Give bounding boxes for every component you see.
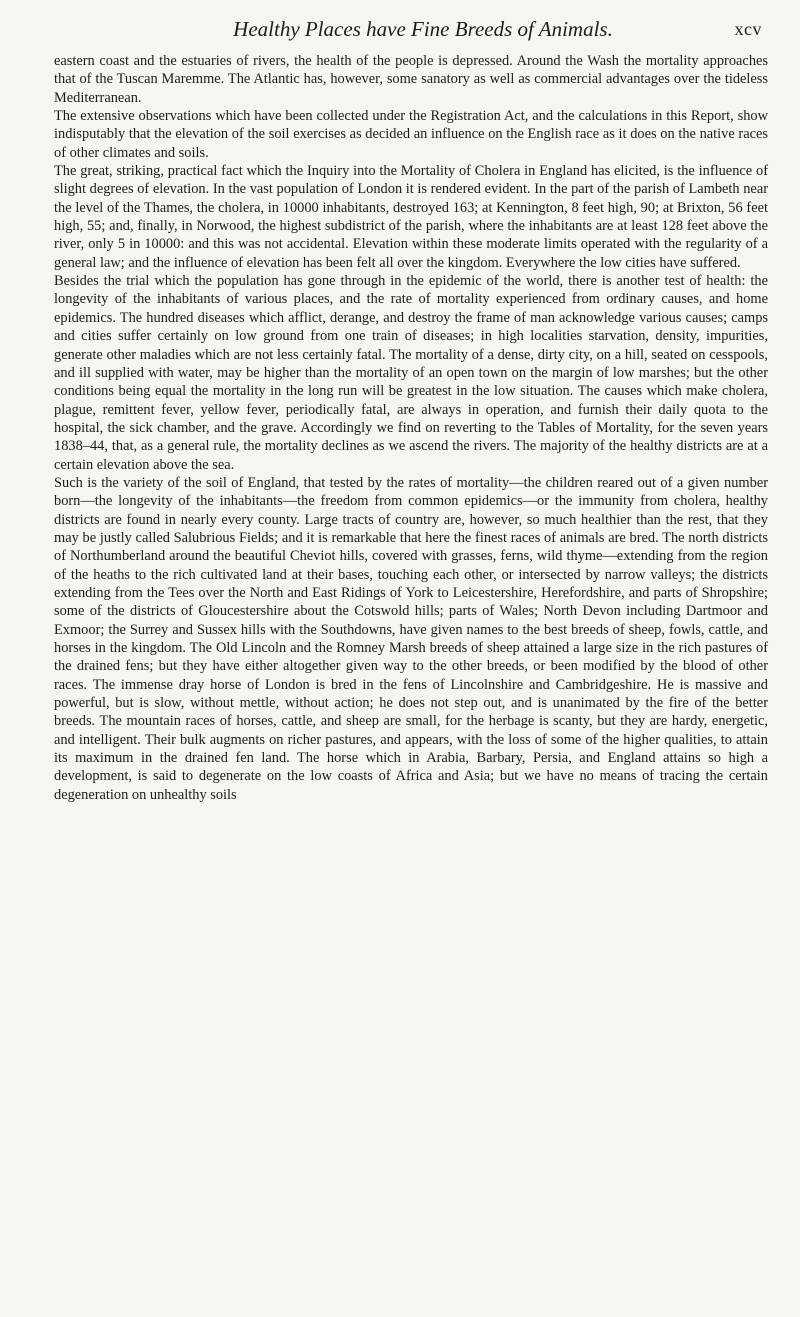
paragraph-5: Such is the variety of the soil of England, that tested by the rates of mortality—the children reared out of a given number born—the longevity of the inhabitants—the freedom from common epidemics—or the immunity from cholera, healthy districts are found in nearly every county. Large tracts of country are, however, so much healthier than the rest, that they may be justly called Salubrious Fields; and it is remarkable that here the finest races of animals are bred. The north districts of Northumberland around the beautiful Cheviot hills, covered with grasses, ferns, wild thyme—extending from the region of the heaths to the rich cultivated land at their bases, touching each other, or intersected by narrow valleys; the districts extending from the Tees over the North and East Ridings of York to Leicestershire, Herefordshire, and parts of Shropshire; some of the districts of Gloucestershire about the Cotswold hills; parts of Wales; North Devon including Dartmoor and Exmoor; the Surrey and Sussex hills with the Southdowns, have given names to the best breeds of sheep, fowls, cattle, and horses in the kingdom. The Old Lincoln and the Romney Marsh breeds of sheep attained a large size in the rich pastures of the drained fens; but they have either altogether given way to the other breeds, or been modified by the blood of other races. The immense dray horse of London is bred in the fens of Lincolnshire and Cambridgeshire. He is massive and powerful, but is slow, without mettle, without action; he does not step out, and is unanimated by the fire of the better breeds. The mountain races of horses, cattle, and sheep are small, for the herbage is scanty, but they are hardy, energetic, and intelligent. Their bulk augments on richer pastures, and appears, with the loss of some of the higher qualities, to attain its maximum in the drained fen land. The horse which in Arabia, Barbary, Persia, and England attains so high a development, is said to degenerate on the low coasts of Africa and Asia; but we have no means of tracing the certain degeneration on unhealthy soils bbox=[54, 474, 768, 803]
paragraph-2: The extensive observations which have been collected under the Registration Act, and the calculations in this Report, show indisputably that the elevation of the soil exercises as decided an influence on the English race as it does on the native races of other climates and soils. bbox=[54, 108, 768, 161]
body-text bbox=[54, 52, 768, 804]
paragraph-3: The great, striking, practical fact which the Inquiry into the Mortality of Cholera in England has elicited, is the influence of slight degrees of elevation. In the vast population of London it is rendered evident. In the part of the parish of Lambeth near the level of the Thames, the cholera, in 10000 inhabitants, destroyed 163; at Kennington, 8 feet high, 90; at Brixton, 56 feet high, 55; and, finally, in Norwood, the highest subdistrict of the parish, where the inhabitants are at least 128 feet above the river, only 5 in 10000: and this was not accidental. Elevation within these moderate limits operated with the regularity of a general law; and the influence of elevation has been felt all over the kingdom. Everywhere the low cities have suffered. bbox=[54, 163, 768, 271]
paragraph-4: Besides the trial which the population has gone through in the epidemic of the world, there is another test of health: the longevity of the inhabitants of various places, and the rate of mortality experienced from ordinary causes, and home epidemics. The hundred diseases which afflict, derange, and destroy the frame of man acknowledge various causes; camps and cities suffer certainly on low ground from one train of diseases; in high localities starvation, density, impurities, generate other maladies which are not less certainly fatal. The mortality of a dense, dirty city, on a hill, seated on cesspools, and ill supplied with water, may be higher than the mortality of an open town on the margin of low marshes; but the other conditions being equal the mortality in the long run will be greatest in the low situation. The causes which make cholera, plague, remittent fever, yellow fever, periodically fatal, are always in operation, and furnish their daily quota to the hospital, the sick chamber, and the grave. Accordingly we find on reverting to the Tables of Mortality, for the seven years 1838–44, that, as a general rule, the mortality declines as we ascend the rivers. The majority of the healthy districts are at a certain elevation above the sea. bbox=[54, 273, 768, 473]
page-number: xcv bbox=[734, 19, 762, 39]
running-title: Healthy Places have Fine Breeds of Animals. bbox=[233, 17, 613, 41]
paragraph-1: eastern coast and the estuaries of rivers, the health of the people is depressed. Around the Wash the mortality approaches that of the Tuscan Maremme. The Atlantic has, however, some sanatory as well as commercial advantages over the tideless Mediterranean. bbox=[54, 53, 768, 106]
running-header bbox=[54, 14, 772, 44]
